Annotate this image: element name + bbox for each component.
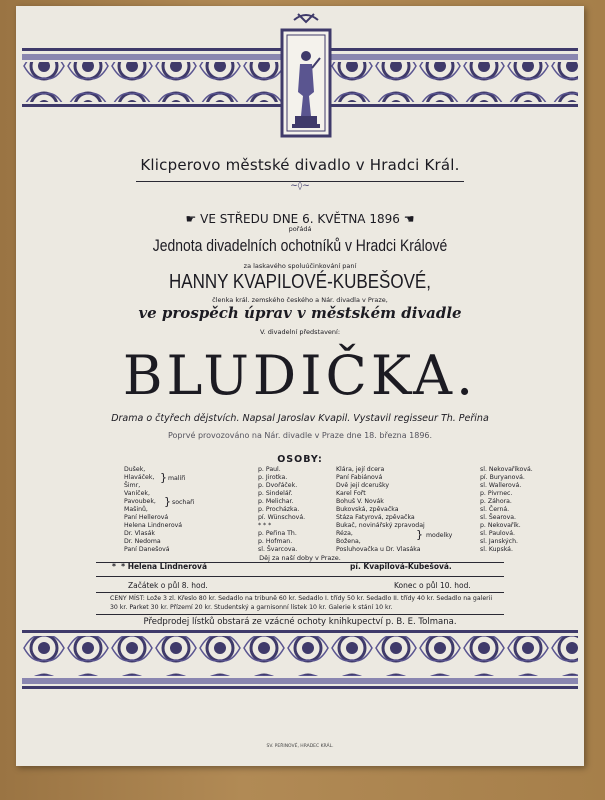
actor-name: p. Procházka. <box>258 506 300 513</box>
actor-name: p. Paul. <box>258 466 281 473</box>
start-time: Začátek o půl 8. hod. <box>128 581 208 590</box>
role-name: Mašinů, <box>124 506 148 513</box>
ornamental-band-bottom <box>22 628 578 692</box>
role-name: Bohuš V. Novák <box>336 498 384 505</box>
star-actor: pí. Kvapilová-Kubešová. <box>350 562 452 571</box>
theatre-name: Klicperovo městské divadlo v Hradci Král. <box>140 156 460 174</box>
divider-rule <box>96 614 504 615</box>
role-name: Stáza Fatyrová, zpěvačka <box>336 514 415 521</box>
date-text: VE STŘEDU DNE 6. KVĚTNA 1896 <box>200 212 400 226</box>
role-name: Bukač, novinářský zpravodaj <box>336 522 425 529</box>
pointing-hand-right-icon: ☛ <box>185 212 197 226</box>
premiere-note: Poprvé provozováno na Nár. divadle v Praze dne 18. března 1896. <box>167 431 433 440</box>
guest-membership: členka král. zemského českého a Nár. divadla v Praze, <box>212 296 388 304</box>
performance-date <box>16 212 584 226</box>
actor-name: p. Pivrnec. <box>480 490 513 497</box>
actor-name: p. Nekovařík. <box>480 522 521 529</box>
group-label-painters: malíři <box>168 475 186 482</box>
play-subtitle: Drama o čtyřech dějstvích. Napsal Jaroslav Kvapil. Vystavil regisseur Th. Peřina <box>111 413 489 424</box>
star-role-name: Helena Lindnerová <box>127 562 208 571</box>
actor-name: p. Dvořáček. <box>258 482 298 489</box>
divider-rule <box>96 576 504 577</box>
role-name: Posluhovačka u Dr. Vlasáka <box>336 546 421 553</box>
statue-medallion-icon <box>278 12 334 140</box>
guest-intro: za laskavého spoluúčinkování paní <box>243 262 357 270</box>
group-label-models: modelky <box>426 532 453 539</box>
actor-name: sl. Kupská. <box>480 546 513 553</box>
society-name: Jednota divadelních ochotníků v Hradci Králové <box>152 236 448 255</box>
actor-name: sl. Švarcova. <box>258 546 298 553</box>
printer-credit: SV. PEŘINOVÉ, HRADEC KRÁL. <box>266 744 334 749</box>
play-title: BLUDIČKA. <box>122 344 478 407</box>
role-name: Réza, <box>336 530 353 537</box>
pointing-hand-left-icon: ☚ <box>403 212 415 226</box>
role-name: Paní Hellerová <box>124 514 169 521</box>
guest-star-name: HANNY KVAPILOVÉ-KUBEŠOVÉ, <box>168 271 432 293</box>
actor-name: pí. Wünschová. <box>258 514 306 521</box>
actor-name: sl. Šearova. <box>480 514 517 521</box>
role-name: Paní Fabiánová <box>336 474 383 481</box>
role-name: Helena Lindnerová <box>124 522 183 529</box>
cast-heading: OSOBY: <box>277 454 323 465</box>
setting-note: Děj za naší doby v Praze. <box>259 554 341 562</box>
actor-name: p. Peřina Th. <box>258 530 297 537</box>
performance-number: V. divadelní představení: <box>259 328 341 336</box>
role-name: Dr. Vlasák <box>124 530 156 537</box>
end-time: Konec o půl 10. hod. <box>394 581 471 590</box>
actor-name: sl. Nekovaříková. <box>480 466 533 473</box>
role-name: Pavoubek, <box>124 498 156 505</box>
role-name: Hlaváček, <box>124 474 155 481</box>
actor-name: * * * <box>258 522 272 529</box>
role-name: Klára, její dcera <box>336 466 385 473</box>
actor-name: sl. Černá. <box>480 506 510 513</box>
star-role: * * Helena Lindnerová <box>112 562 208 571</box>
role-name: Šimr, <box>124 482 141 489</box>
actor-name: p. Hofman. <box>258 538 293 545</box>
role-name: Božena, <box>336 538 361 545</box>
actor-name: sl. Wallerová. <box>480 482 522 489</box>
actor-name: sl. Janských. <box>480 538 518 545</box>
role-name: Dvě její dcerušky <box>336 482 389 489</box>
role-name: Paní Danešová <box>124 546 170 553</box>
divider-rule <box>96 592 504 593</box>
brace-mark: } <box>160 471 167 484</box>
role-name: Vaníček, <box>124 490 150 497</box>
benefit-line: ve prospěch úprav v městském divadle <box>138 304 462 322</box>
role-name: Bukovská, zpěvačka <box>336 506 399 513</box>
role-name: Karel Fořt <box>336 490 366 497</box>
ticket-prices: CENY MÍST: Lože 3 zl. Křeslo 80 kr. Sedadlo na tribuně 60 kr. Sedadlo I. třídy 50 kr. Sedadlo II. třídy 40 kr. Sedadlo na galerii 30 kr. Parket 30 kr. Přízemí 20 kr. Studentský a garnisonní lístek 10 kr. Galerie k stání 10 kr. <box>110 595 493 611</box>
actor-name: p. Melichar. <box>258 498 294 505</box>
actor-name: pí. Buryanová. <box>480 474 525 481</box>
ornament-flourish-icon: ~◊~ <box>290 181 310 191</box>
actor-name: p. Jirotka. <box>258 474 288 481</box>
role-name: Dr. Nedoma <box>124 538 161 545</box>
presents-line: pořádá <box>288 225 312 233</box>
playbill-poster <box>16 6 584 766</box>
actor-name: sl. Paulová. <box>480 530 515 537</box>
role-name: Dušek, <box>124 466 146 473</box>
actor-name: p. Sindelář. <box>258 490 293 497</box>
group-label-sculptors: sochaři <box>172 499 195 506</box>
presale-note: Předprodej lístků obstará ze vzácné ochoty knihkupectví p. B. E. Tolmana. <box>143 617 457 627</box>
actor-name: p. Záhora. <box>480 498 512 505</box>
brace-mark: } <box>416 528 423 541</box>
brace-mark: } <box>164 495 171 508</box>
